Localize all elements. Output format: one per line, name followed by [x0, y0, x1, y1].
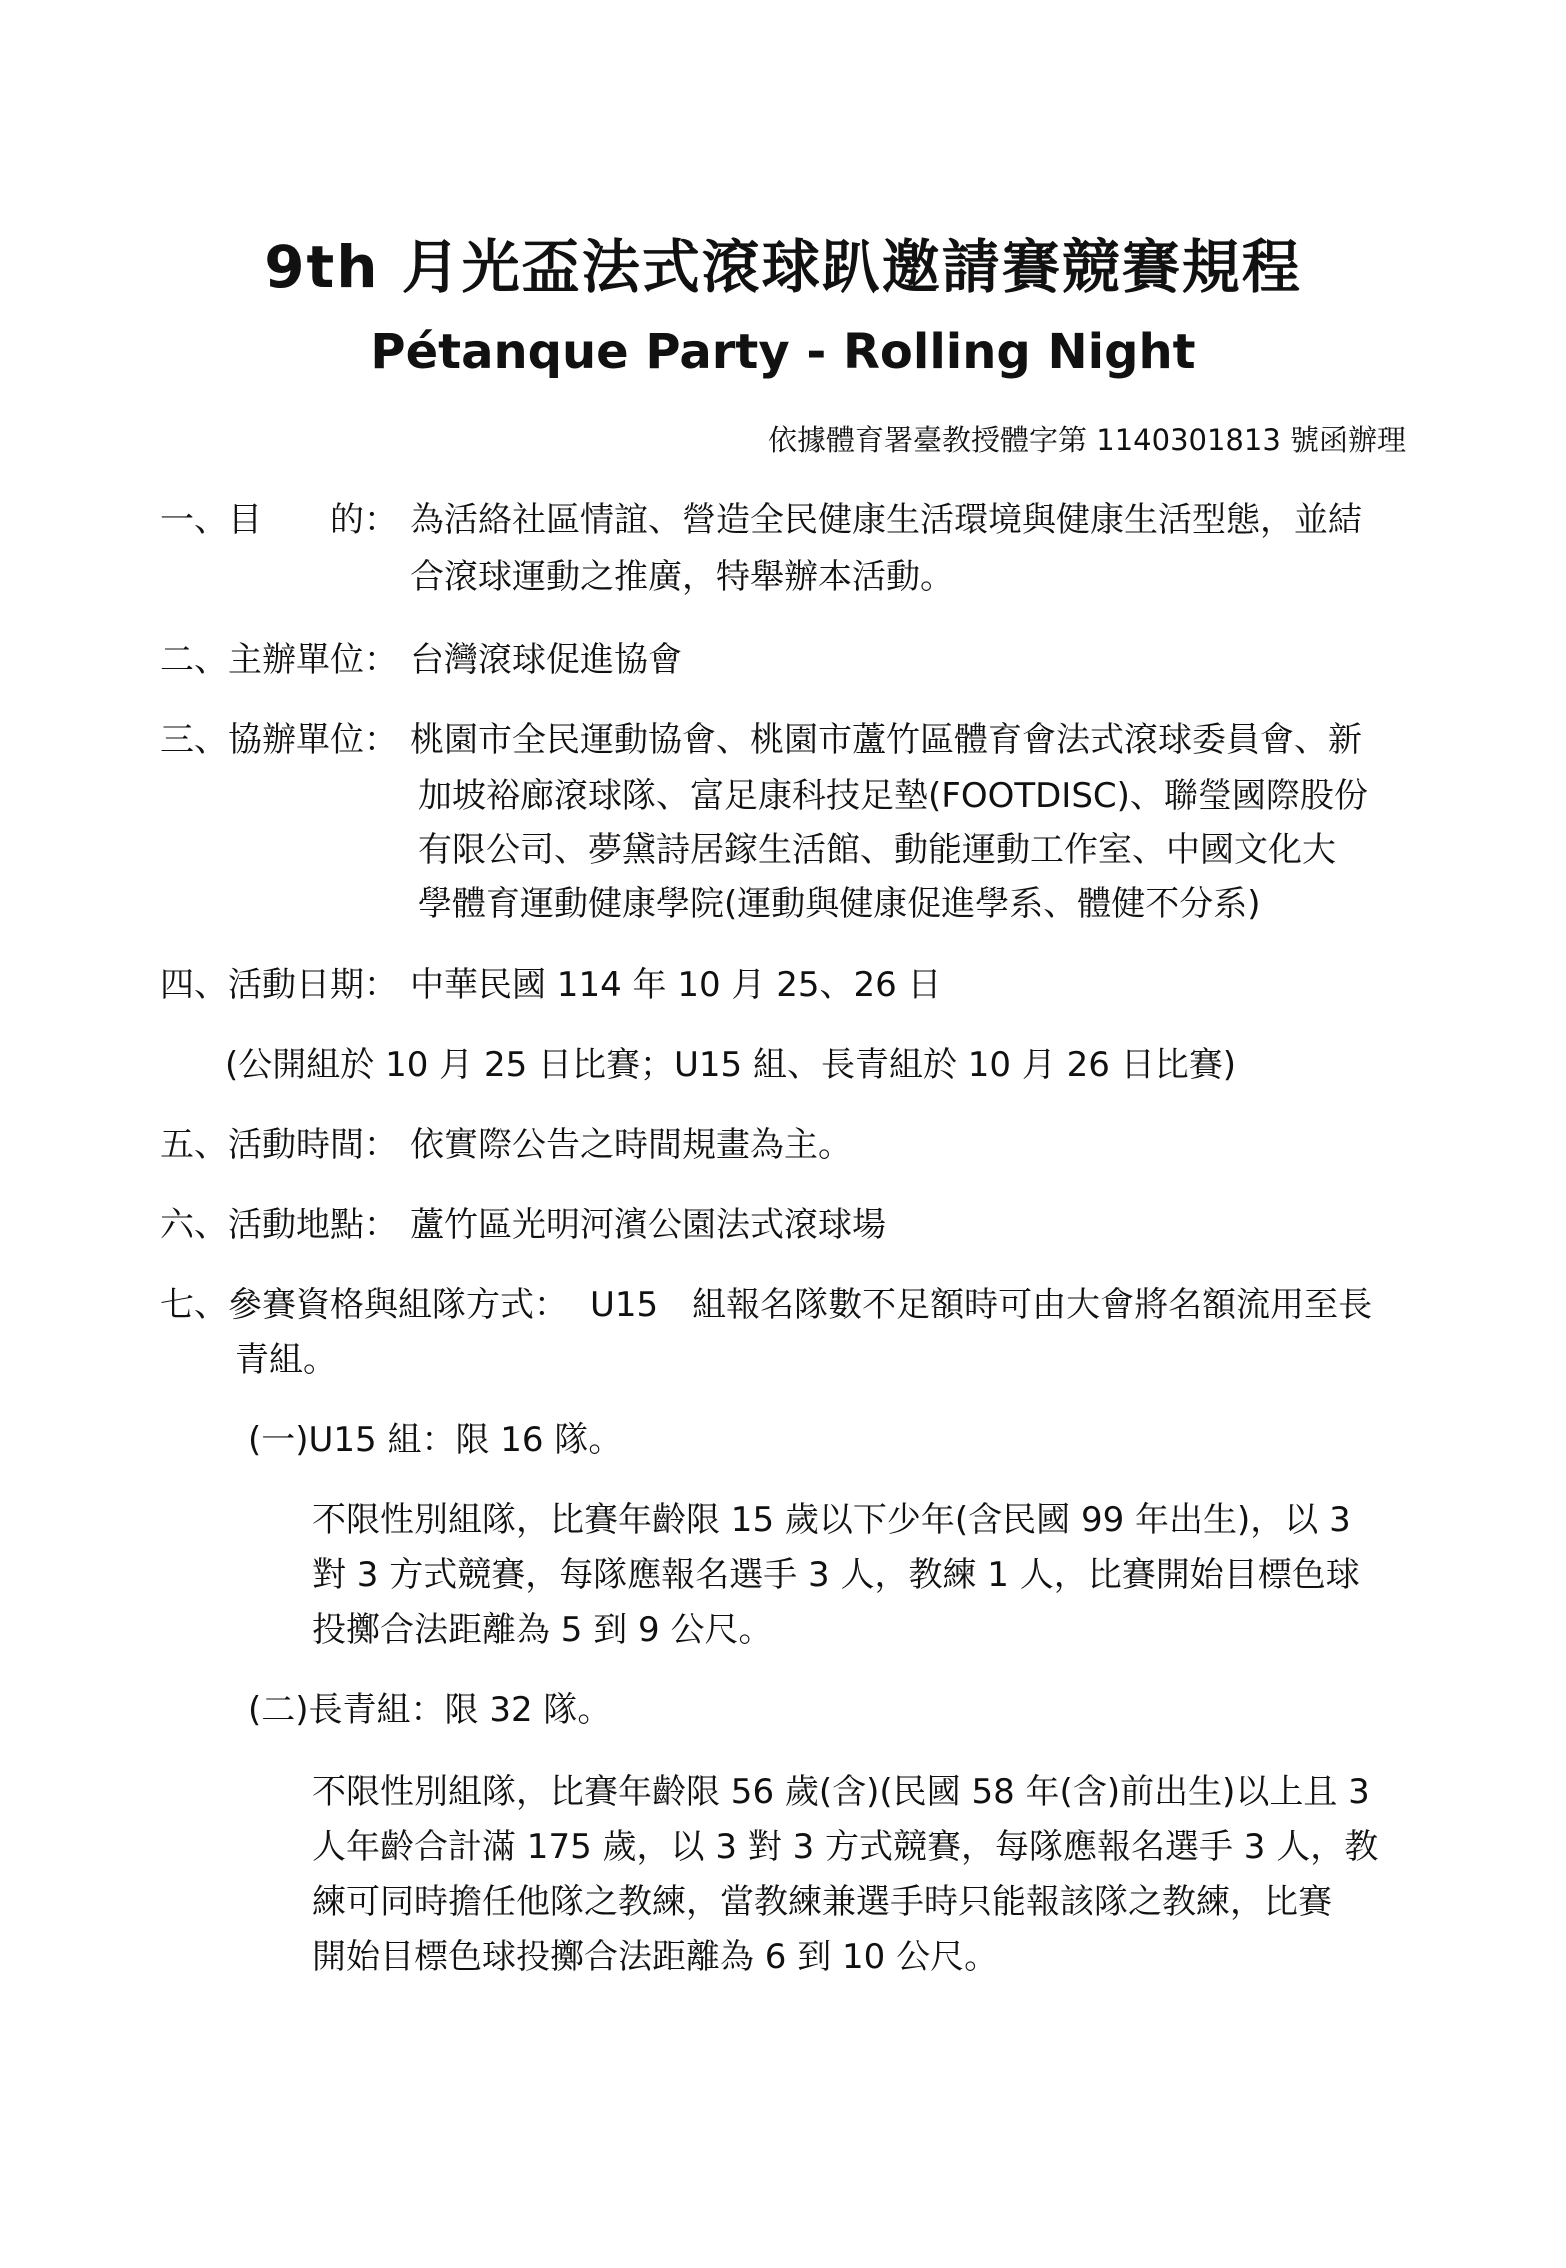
section-1-line-2: 合滾球運動之推廣，特舉辦本活動。	[410, 557, 954, 597]
section-3-line-1: 桃園市全民運動協會、桃園市蘆竹區體育會法式滾球委員會、新	[410, 720, 1362, 760]
section-7-line-1: U15 組報名隊數不足額時可由大會將名額流用至長	[590, 1285, 1373, 1325]
section-3-line-3: 有限公司、夢黛詩居鎵生活館、動能運動工作室、中國文化大	[418, 830, 1336, 870]
section-6-text: 蘆竹區光明河濱公園法式滾球場	[410, 1205, 886, 1245]
section-4-label: 四、活動日期：	[160, 965, 398, 1005]
section-5-label: 五、活動時間：	[160, 1125, 398, 1165]
subsection-u15-line-3: 投擲合法距離為 5 到 9 公尺。	[312, 1610, 773, 1650]
document-title: 9th 月光盃法式滾球趴邀請賽競賽規程	[264, 233, 1302, 301]
subsection-u15-line-2: 對 3 方式競賽，每隊應報名選手 3 人，教練 1 人，比賽開始目標色球	[312, 1555, 1360, 1595]
section-7-label: 七、參賽資格與組隊方式：	[160, 1285, 568, 1325]
reference-note: 依據體育署臺教授體字第 1140301813 號函辦理	[768, 423, 1406, 457]
section-4-text: 中華民國 114 年 10 月 25、26 日	[410, 965, 942, 1005]
subsection-senior-heading: (二)長青組：限 32 隊。	[248, 1690, 612, 1730]
section-1-label: 一、目 的：	[160, 500, 398, 540]
subsection-senior-line-2: 人年齡合計滿 175 歲，以 3 對 3 方式競賽，每隊應報名選手 3 人，教	[312, 1827, 1379, 1867]
section-5-text: 依實際公告之時間規畫為主。	[410, 1125, 852, 1165]
section-3-line-2: 加坡裕廊滾球隊、富足康科技足墊(FOOTDISC)、聯瑩國際股份	[418, 776, 1368, 816]
section-4-note: (公開組於 10 月 25 日比賽；U15 組、長青組於 10 月 26 日比賽)	[225, 1045, 1237, 1085]
section-3-line-4: 學體育運動健康學院(運動與健康促進學系、體健不分系)	[418, 884, 1261, 924]
section-2-label: 二、主辦單位：	[160, 640, 398, 680]
subsection-senior-line-4: 開始目標色球投擲合法距離為 6 到 10 公尺。	[312, 1937, 999, 1977]
section-7-line-2: 青組。	[235, 1340, 337, 1380]
section-1-line-1: 為活絡社區情誼、營造全民健康生活環境與健康生活型態，並結	[410, 500, 1362, 540]
section-6-label: 六、活動地點：	[160, 1205, 398, 1245]
document-subtitle: Pétanque Party - Rolling Night	[370, 324, 1196, 380]
section-2-text: 台灣滾球促進協會	[410, 640, 682, 680]
subsection-u15-line-1: 不限性別組隊，比賽年齡限 15 歲以下少年(含民國 99 年出生)，以 3	[312, 1500, 1351, 1540]
subsection-u15-heading: (一)U15 組：限 16 隊。	[248, 1420, 623, 1460]
subsection-senior-line-3: 練可同時擔任他隊之教練，當教練兼選手時只能報該隊之教練，比賽	[312, 1882, 1332, 1922]
subsection-senior-line-1: 不限性別組隊，比賽年齡限 56 歲(含)(民國 58 年(含)前出生)以上且 3	[312, 1772, 1370, 1812]
section-3-label: 三、協辦單位：	[160, 720, 398, 760]
